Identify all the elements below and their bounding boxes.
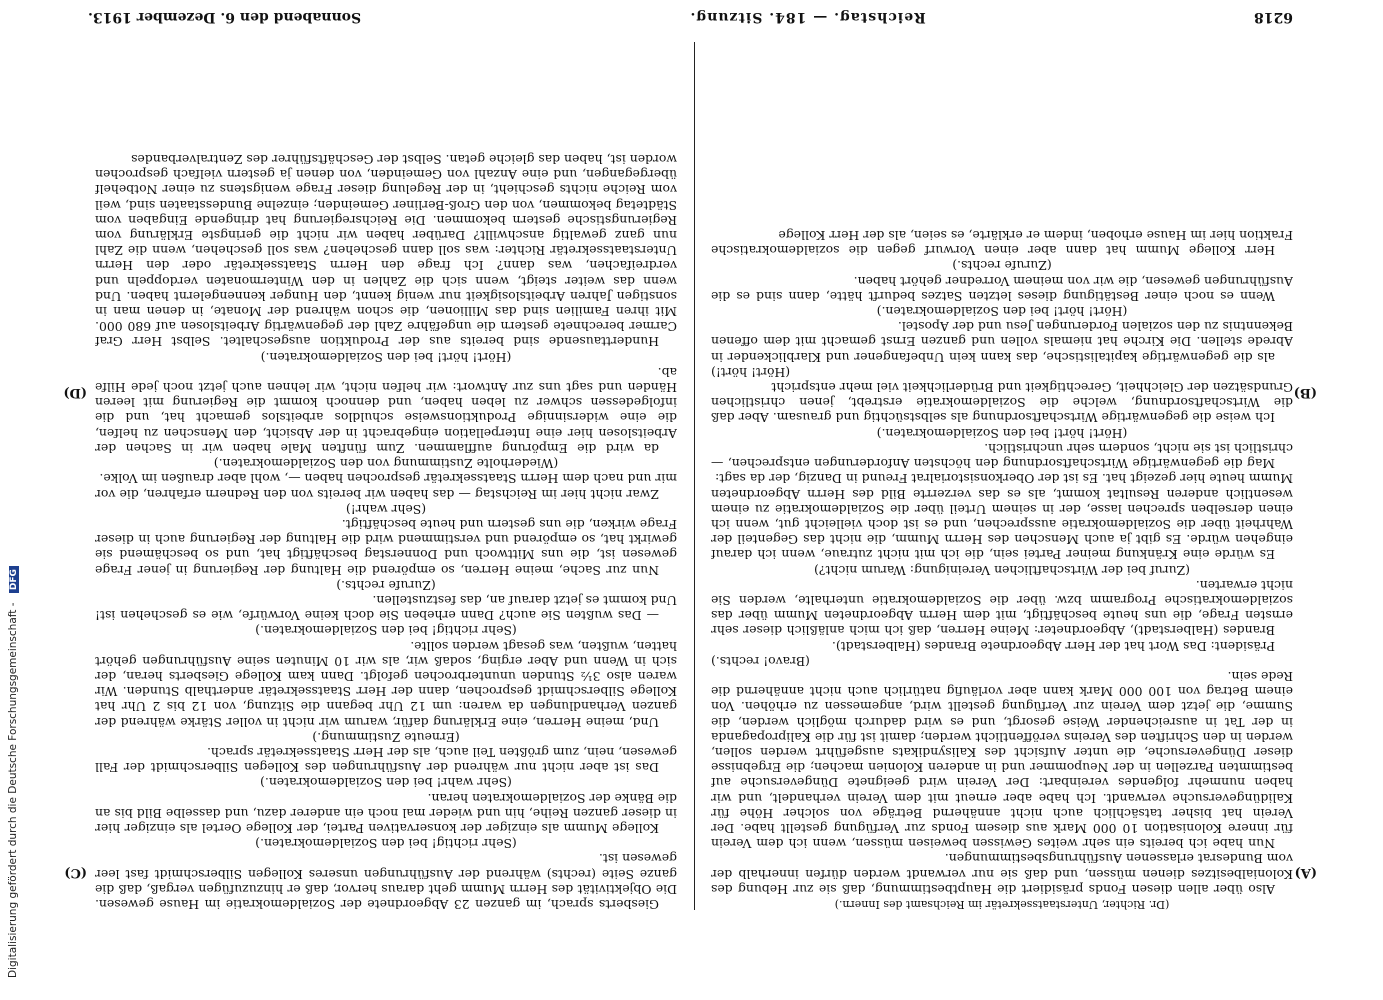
paragraph: (Zurufe rechts.) bbox=[336, 577, 436, 593]
paragraph: (Zuruf bei der Wirtschaftlichen Vereinigung: Warum nicht?) bbox=[813, 562, 1191, 578]
session-date: Sonnabend den 6. Dezember 1913. bbox=[88, 9, 362, 25]
margin-marker-a: (A) bbox=[1294, 865, 1317, 880]
paragraph: — Das wußten Sie auch? Dann erheben Sie doch keine Vorwürfe, wie es geschehen ist! Und kommt es jetzt darauf an, das festzustellen. bbox=[95, 592, 677, 624]
paragraph: (Zurufe rechts.) bbox=[952, 258, 1052, 274]
paragraph: (Hört! hört!) bbox=[711, 364, 791, 380]
page-number: 6218 bbox=[1254, 9, 1293, 25]
paragraph: Mag die gegenwärtige Wirtschaftsordnung den höchsten Anforderungen entsprechen, — christlich ist sie nicht, sondern sehr unchristlich. bbox=[711, 440, 1293, 472]
margin-marker-d: (D) bbox=[63, 385, 87, 400]
dfg-logo: DFG bbox=[9, 566, 19, 593]
paragraph: Also über allen diesen Fonds präsidiert die Hauptbestimmung, daß sie zur Hebung des Kolonialbesitzes dienen müssen, und daß sie nur verwandt werden dürfen innerhalb der vom Bundesrat erlassenen Ausführungsbestimmungen. bbox=[711, 851, 1293, 897]
margin-marker-c: (C) bbox=[64, 865, 87, 880]
session-title: Reichstag. — 184. Sitzung. bbox=[689, 9, 926, 25]
attribution-sidebar bbox=[7, 8, 23, 978]
paragraph: Präsident: Das Wort hat der Herr Abgeordnete Brandes (Halberstadt). bbox=[831, 638, 1275, 654]
page-header bbox=[88, 6, 1293, 28]
paragraph: da wird die Empörung aufflammen. Zum fünften Male haben wir in Sachen der Arbeitslosen hier eine Interpellation eingebracht in der Absicht, den Menschen zu helfen, die eine widersinnige Produktionsweise schuldlos arbeitslos gemacht hat, und die infolgedessen schwer zu leben haben, und dennoch kommt die Regierung mit leeren Händen und sagt uns zur Antwort: wir helfen nicht, wir lehnen auch jetzt noch jede Hilfe ab. bbox=[95, 364, 677, 456]
attribution-text: Digitalisierung gefördert durch die Deutsche Forschungsgemeinschaft - bbox=[7, 602, 19, 978]
paragraph: Zwar nicht hier im Reichstag — das haben wir bereits von den Rednern erfahren, die vor mir und nach dem Herrn Staatssekretär gesprochen haben —, wohl aber draußen im Volke. bbox=[95, 471, 677, 502]
paragraph: (Dr. Richter, Unterstaatssekretär im Reichsamt des Innern.) bbox=[834, 898, 1170, 911]
paragraph: (Wiederholte Zustimmung von den Sozialdemokraten.) bbox=[213, 456, 559, 472]
paragraph: Das ist aber nicht nur während der Ausführungen des Kollegen Silberschmidt der Fall gewesen, nein, zum größten Teil auch, als der Herr Staatssekretär sprach. bbox=[95, 744, 677, 776]
paragraph: Nun zur Sache, meine Herren, so empörend die Haltung der Regierung in jener Frage gewesen ist, die uns Mittwoch und Donnerstag beschäftigt hat, und so beschämend sie gewirkt hat, so empörend und verstimmend wird die Haltung der Regierung auch in dieser Frage wirken, die uns gestern und heute beschäftigt. bbox=[95, 516, 677, 578]
column-divider bbox=[694, 42, 695, 910]
paragraph: Giesberts sprach, im ganzen 23 Abgeordnete der Sozialdemokratie im Hause gewesen. Die Objektivität des Herrn Mumm geht daraus hervor, daß er hinzuzufügen vergaß, daß die ganze Seite (rechts) während der Ausführungen unseres Kollegen Silberschmidt fast leer gewesen ist. bbox=[95, 851, 677, 912]
paragraph: (Bravo! rechts.) bbox=[711, 653, 810, 669]
paragraph: Herr Kollege Mumm hat dann aber einen Vorwurf gegen die sozialdemokratische Fraktion hier im Hause erhoben, indem er erklärte, es seien, als der Herr Kollege bbox=[711, 228, 1293, 259]
paragraph: (Erneute Zustimmung.) bbox=[312, 729, 460, 745]
paragraph: (Sehr richtig! bei den Sozialdemokraten.) bbox=[255, 623, 517, 639]
paragraph: (Hört! hört! bei den Sozialdemokraten.) bbox=[260, 349, 512, 365]
left-text-column bbox=[711, 40, 1293, 912]
paragraph: als die gegenwärtige kapitalistische, das kann kein Unbefangener und Klarblickender in Abrede stellen. Die Kirche hat niemals vollen und ganzen Ernst gemacht mit dem offenen Bekenntnis zu den sozialen Forderungen Jesu und der Apostel. bbox=[711, 319, 1293, 365]
margin-marker-b: (B) bbox=[1293, 385, 1317, 400]
paragraph: Es würde eine Kränkung meiner Partei sein, die ich mit nicht zutraue, wenn ich darauf eingehen würde. Es gibt ja auch Menschen des Herrn Mumm, die nicht das Gegenteil der Wahrheit über die Sozialdemokratie aussprechen, und es ist doch vielleicht gut, wenn ich einen derselben sprechen lasse, der in seinem Urteil über die Sozialdemokratie zu einem wesentlich anderen Resultat kommt, als es das verzerrte Bild des Herrn Abgeordneten Mumm heute hier gezeigt hat. Es ist der Oberkonsistorialrat Freund in Danzig, der da sagt: bbox=[711, 471, 1293, 563]
paragraph: Ich weise die gegenwärtige Wirtschaftsordnung als selbstsüchtig und grausam. Aber daß die Wirtschaftsordnung, welche die Sozialdemokratie erstrebt, jenen christlichen Grundsätzen der Gleichheit, Gerechtigkeit und Brüderlichkeit viel mehr entspricht bbox=[711, 380, 1293, 426]
right-text-column bbox=[95, 40, 677, 912]
paragraph: (Sehr wahr! bei den Sozialdemokraten.) bbox=[260, 775, 512, 791]
paragraph: (Hört! hört! bei den Sozialdemokraten.) bbox=[876, 425, 1128, 441]
paragraph: (Sehr richtig! bei den Sozialdemokraten.) bbox=[255, 836, 517, 852]
paragraph: (Sehr wahr!) bbox=[345, 501, 427, 517]
paragraph: (Hört! hört! bei den Sozialdemokraten.) bbox=[876, 304, 1128, 320]
paragraph: Und, meine Herren, eine Erklärung dafür, warum wir nicht in voller Stärke während der ganzen Verhandlungen da waren: um 12 Uhr begann die Sitzung, von 12 bis 2 Uhr hat Kollege Silberschmidt gesprochen, dann der Herr Staatssekretär anderthalb Stunden. Wir waren also 3½ Stunden ununterbrochen gefolgt. Dann kam Kollege Giesberts heran, der sich in Wenn und Aber erging, sodaß wir, als wir 10 Minuten seine Ausführungen gehört hatten, wußten, was gesagt werden sollte. bbox=[95, 638, 677, 730]
paragraph: Wenn es noch einer Bestätigung dieses letzten Satzes bedurft hätte, dann sind es die Ausführungen gewesen, die wir von meinem Vorredner gehört haben. bbox=[711, 273, 1293, 304]
paragraph: Hunderttausende sind bereits aus der Produktion ausgeschaltet. Selbst Herr Graf Carmer berechnete gestern die ungefähre Zahl der gegenwärtig Arbeitslosen auf 680 000. Mit ihren Familien sind das Millionen, die schon während der Monate, in denen man in sonstigen Jahren Arbeitslosigkeit nur wenig kennt, den Hunger kennengelernt haben. Und wenn das weiter steigt, wenn sich die Zahlen in den Wintermonaten verdoppeln und verdreifachen, was dann? Ich frage den Herrn Staatssekretär oder den Herrn Unterstaatssekretär Richter: was soll dann geschehen? was soll geschehen, wenn die Zahl nun ganz gewaltig anschwillt? Darüber haben wir nicht die geringste Erklärung vom Regierungstische gestern bekommen. Die Reichsregierung hat dringende Eingaben vom Städtetag bekommen, von den Groß-Berliner Gemeinden; einzelne Bundesstaaten sind, weil vom Reiche nichts geschieht, in der Regelung dieser Frage wenigstens zu einer Notbehelf übergegangen, und eine Anzahl von Gemeinden, von denen ja gestern vielfach gesprochen worden ist, haben das gleiche getan. Selbst der Geschäftsführer des Zentralverbandes bbox=[95, 152, 677, 350]
paragraph: Nun habe ich bereits ein sehr weites Gewissen beweisen müssen, wenn ich dem Verein für innere Kolonisation 10 000 Mark aus diesem Fonds zur Verfügung gestellt habe. Der Verein hat bisher tatsächlich auch nicht annähernd Beträge von solcher Höhe für Kalidüngeversuche verwandt. Ich habe aber erneut mit dem Verein verhandelt, und wir haben nunmehr folgendes vereinbart: Der Verein wird geeignete Düngeversuche auf bestimmten Parzellen in der Neupommer und in anderen Kolonien machen; die Ergebnisse dieser Düngeversuche, die unter Aufsicht des Kalisyndikats ausgeführt werden sollen, werden in den Schriften des Vereins veröffentlicht werden; damit ist für die Kalipropaganda in der Tat in ausreichender Weise gesorgt, und es wird dadurch möglich werden, die Summe, die jetzt dem Verein zur Verfügung gestellt wird, angemessen zu erhöhen. Von einem Betrag von 100 000 Mark kann aber vorläufig natürlich auch nicht annähernd die Rede sein. bbox=[711, 668, 1293, 852]
paragraph: Brandes (Halberstadt), Abgeordneter: Meine Herren, daß ich mich anläßlich dieser sehr ernsten Frage, die uns heute beschäftigt, mit dem Herrn Abgeordneten Mumm über das sozialdemokratische Programm bzw. über die Sozialdemokratie unterhalte, werden Sie nicht erwarten. bbox=[711, 577, 1293, 639]
paragraph: Kollege Mumm als einziger der konservativen Partei, der Kollege Oertel als einziger hier in dieser ganzen Reihe, hin und wieder mal noch ein anderer dazu, und dasselbe Bild bis an die Bänke der Sozialdemokraten heran. bbox=[95, 790, 677, 836]
